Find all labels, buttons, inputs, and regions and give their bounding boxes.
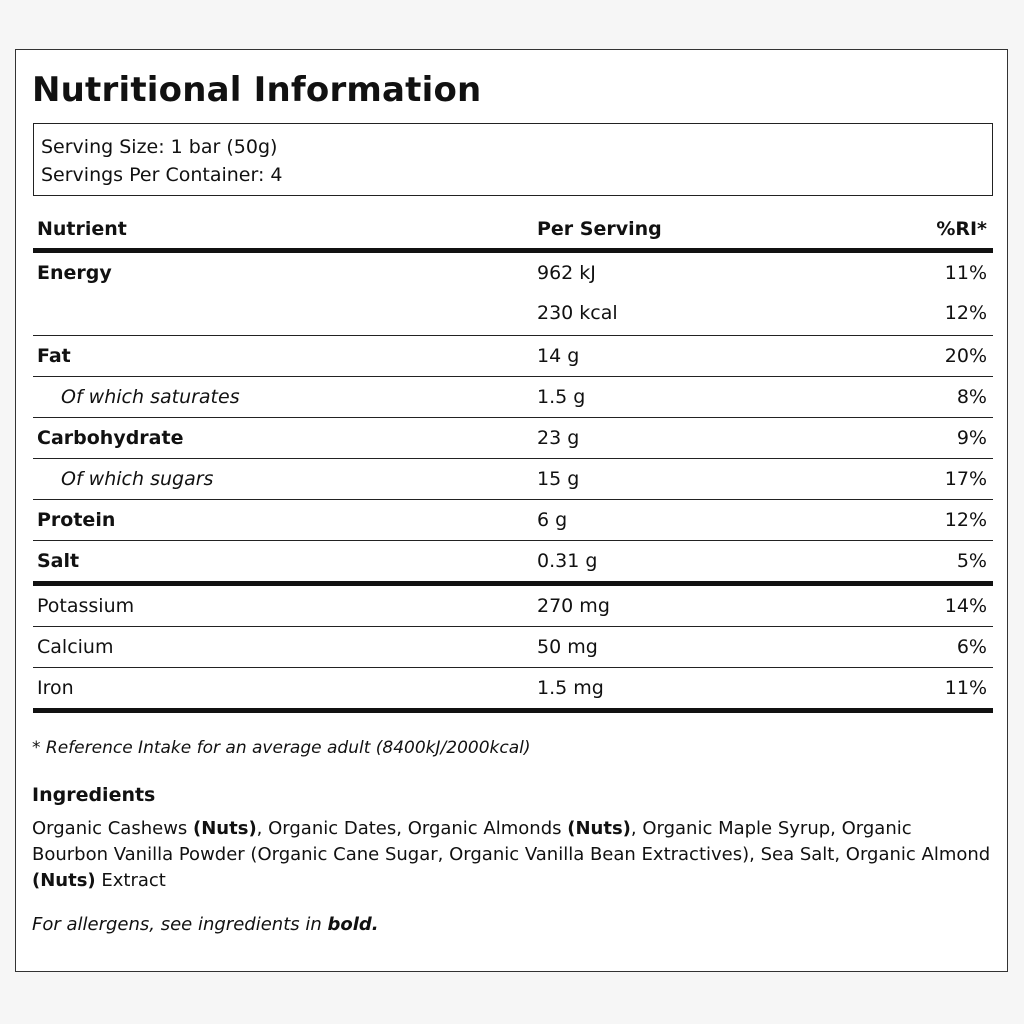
nutrient-ri: 14% [944,595,987,617]
nutrient-ri: 12% [944,302,987,324]
allergen-note-text: For allergens, see ingredients in [32,914,328,935]
page-title: Nutritional Information [32,70,482,110]
ingredient-text: , Organic Maple Syrup, Organic Bourbon Vanilla Powder (Organic Cane Sugar, Organic Vanilla Bean Extractives), Sea Salt, Organic Almond [32,818,991,865]
reference-intake-footnote: * Reference Intake for an average adult (8400kJ/2000kcal) [32,738,531,758]
header-per-serving: Per Serving [537,218,662,240]
table-row-fat [33,336,993,377]
table-row-potassium [33,586,993,627]
table-row-sugars [33,459,993,500]
nutrient-ri: 11% [944,262,987,284]
table-row-iron [33,668,993,713]
nutrient-ri: 5% [956,550,987,572]
nutrient-name: Iron [37,677,74,699]
nutrient-value: 6 g [537,509,568,531]
header-ri: %RI* [936,218,987,240]
allergen-highlight: (Nuts) [193,818,257,839]
nutrition-panel [15,49,1008,972]
nutrient-value: 230 kcal [537,302,618,324]
table-row-saturates [33,377,993,418]
allergen-note-bold: bold. [327,914,379,935]
nutrient-name: Of which sugars [61,468,214,490]
nutrient-ri: 20% [944,345,987,367]
serving-size: Serving Size: 1 bar (50g) [41,136,278,158]
nutrient-name: Carbohydrate [37,427,184,449]
ingredients-text [32,816,992,894]
nutrient-value: 1.5 mg [537,677,604,699]
table-row-protein [33,500,993,541]
nutrient-value: 50 mg [537,636,598,658]
ingredients-heading: Ingredients [32,784,156,806]
nutrient-ri: 11% [944,677,987,699]
nutrient-value: 0.31 g [537,550,598,572]
ingredient-text: Organic Cashews [32,818,194,839]
nutrient-ri: 17% [944,468,987,490]
nutrient-name: Calcium [37,636,114,658]
nutrition-table [33,210,993,713]
ingredient-text: Extract [95,870,166,891]
nutrient-value: 23 g [537,427,580,449]
serving-info-box [33,123,993,196]
allergen-highlight: (Nuts) [32,870,96,891]
allergen-highlight: (Nuts) [567,818,631,839]
table-row-calcium [33,627,993,668]
nutrient-value: 15 g [537,468,580,490]
nutrient-name: Salt [37,550,80,572]
nutrient-value: 14 g [537,345,580,367]
header-nutrient: Nutrient [37,218,127,240]
nutrient-value: 962 kJ [537,262,596,284]
nutrient-name: Energy [37,262,112,284]
table-header-row [33,210,993,253]
table-row-carbohydrate [33,418,993,459]
nutrient-ri: 12% [944,509,987,531]
table-row-salt [33,541,993,586]
table-row-energy [33,253,993,336]
servings-per-container: Servings Per Container: 4 [41,164,283,186]
nutrient-value: 270 mg [537,595,610,617]
nutrient-ri: 8% [956,386,987,408]
nutrient-name: Fat [37,345,71,367]
nutrient-name: Potassium [37,595,135,617]
nutrient-ri: 6% [956,636,987,658]
allergen-note [32,914,379,935]
ingredient-text: , Organic Dates, Organic Almonds [256,818,568,839]
nutrient-name: Of which saturates [61,386,240,408]
nutrient-name: Protein [37,509,116,531]
nutrient-ri: 9% [956,427,987,449]
nutrient-value: 1.5 g [537,386,586,408]
